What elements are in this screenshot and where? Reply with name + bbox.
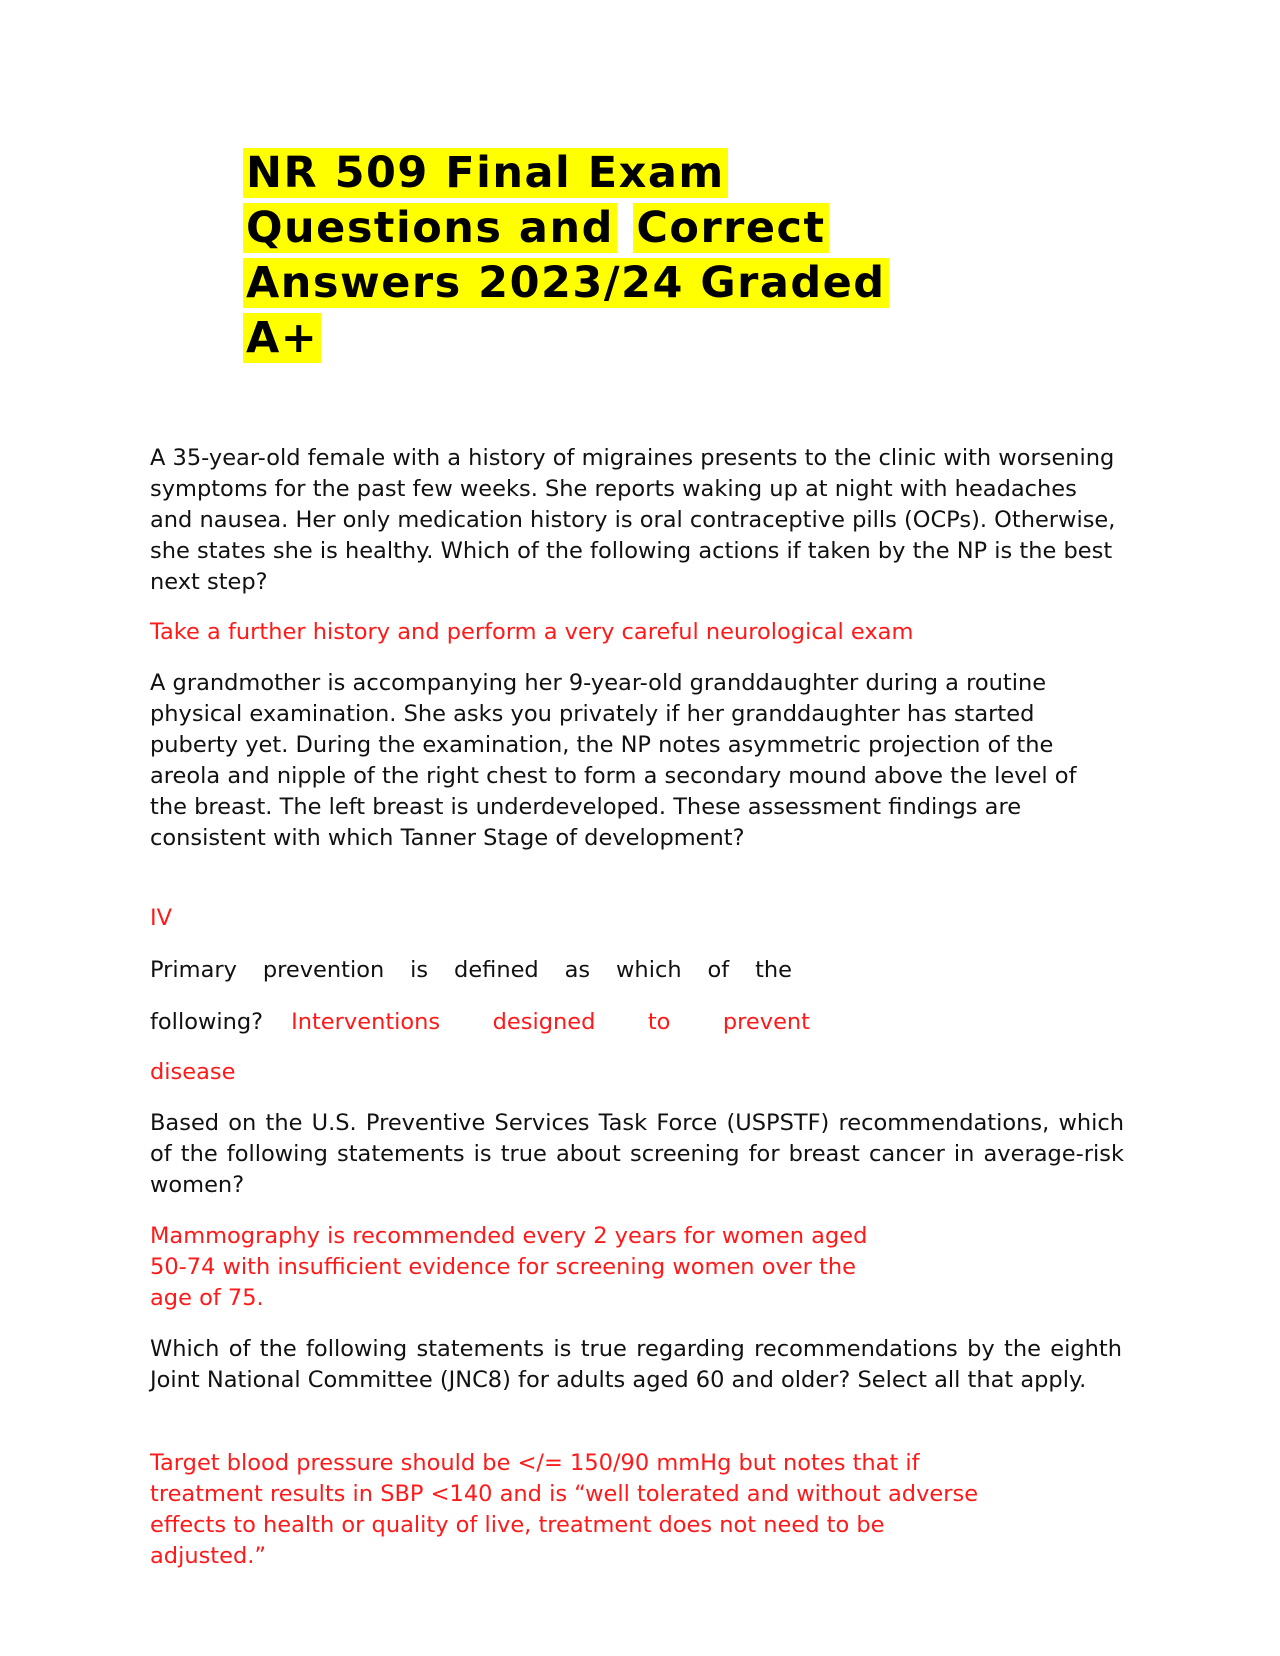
question-3-line-2-text: following? [150, 1009, 264, 1035]
answer-5-line-1: Target blood pressure should be </= 150/90 mmHg but notes that if [150, 1450, 920, 1476]
answer-3-part-1: Interventions designed to prevent [291, 1009, 810, 1035]
title-line-3: Answers 2023/24 Graded [243, 258, 889, 308]
answer-4-line-2: 50-74 with insufficient evidence for screening women over the [150, 1254, 856, 1280]
title-line-1: NR 509 Final Exam [243, 148, 728, 198]
answer-1-text: Take a further history and perform a very careful neurological exam [150, 619, 914, 645]
answer-4-text [150, 1221, 1120, 1314]
question-5-text: Which of the following statements is true regarding recommendations by the eighth Joint National Committee (JNC8) for adults aged 60 and older? Select all that apply. [150, 1336, 1122, 1393]
title-line-4: A+ [243, 313, 321, 363]
title-line-2a: Questions and [243, 203, 617, 253]
question-3-line-1: Primary prevention is defined as which of the [150, 957, 792, 983]
answer-4-line-1: Mammography is recommended every 2 years for women aged [150, 1223, 868, 1249]
document-title [243, 146, 1003, 366]
question-3-line-2 [150, 1007, 810, 1038]
answer-5-line-4: adjusted.” [150, 1543, 267, 1569]
answer-5-text [150, 1448, 1120, 1572]
answer-3-part-2: disease [150, 1059, 236, 1085]
answer-2-text: IV [150, 905, 173, 931]
title-line-2b: Correct [633, 203, 828, 253]
question-4-text: Based on the U.S. Preventive Services Task Force (USPSTF) recommendations, which of the following statements is true about screening for breast cancer in average-risk women? [150, 1110, 1124, 1198]
answer-4-line-3: age of 75. [150, 1285, 264, 1311]
question-1-text: A 35-year-old female with a history of migraines presents to the clinic with worsening symptoms for the past few weeks. She reports waking up at night with headaches and nausea. Her only medication history is oral contraceptive pills (OCPs). Otherwise, she states she is healthy. Which of the following actions if taken by the NP is the best next step? [150, 445, 1116, 595]
question-2-text: A grandmother is accompanying her 9-year-old granddaughter during a routine physical examination. She asks you privately if her granddaughter has started puberty yet. During the examination, the NP notes asymmetric projection of the areola and nipple of the right chest to form a secondary mound above the level of the breast. The left breast is underdeveloped. These assessment findings are consistent with which Tanner Stage of development? [150, 670, 1077, 851]
answer-5-line-3: effects to health or quality of live, treatment does not need to be [150, 1512, 885, 1538]
answer-5-line-2: treatment results in SBP <140 and is “well tolerated and without adverse [150, 1481, 979, 1507]
